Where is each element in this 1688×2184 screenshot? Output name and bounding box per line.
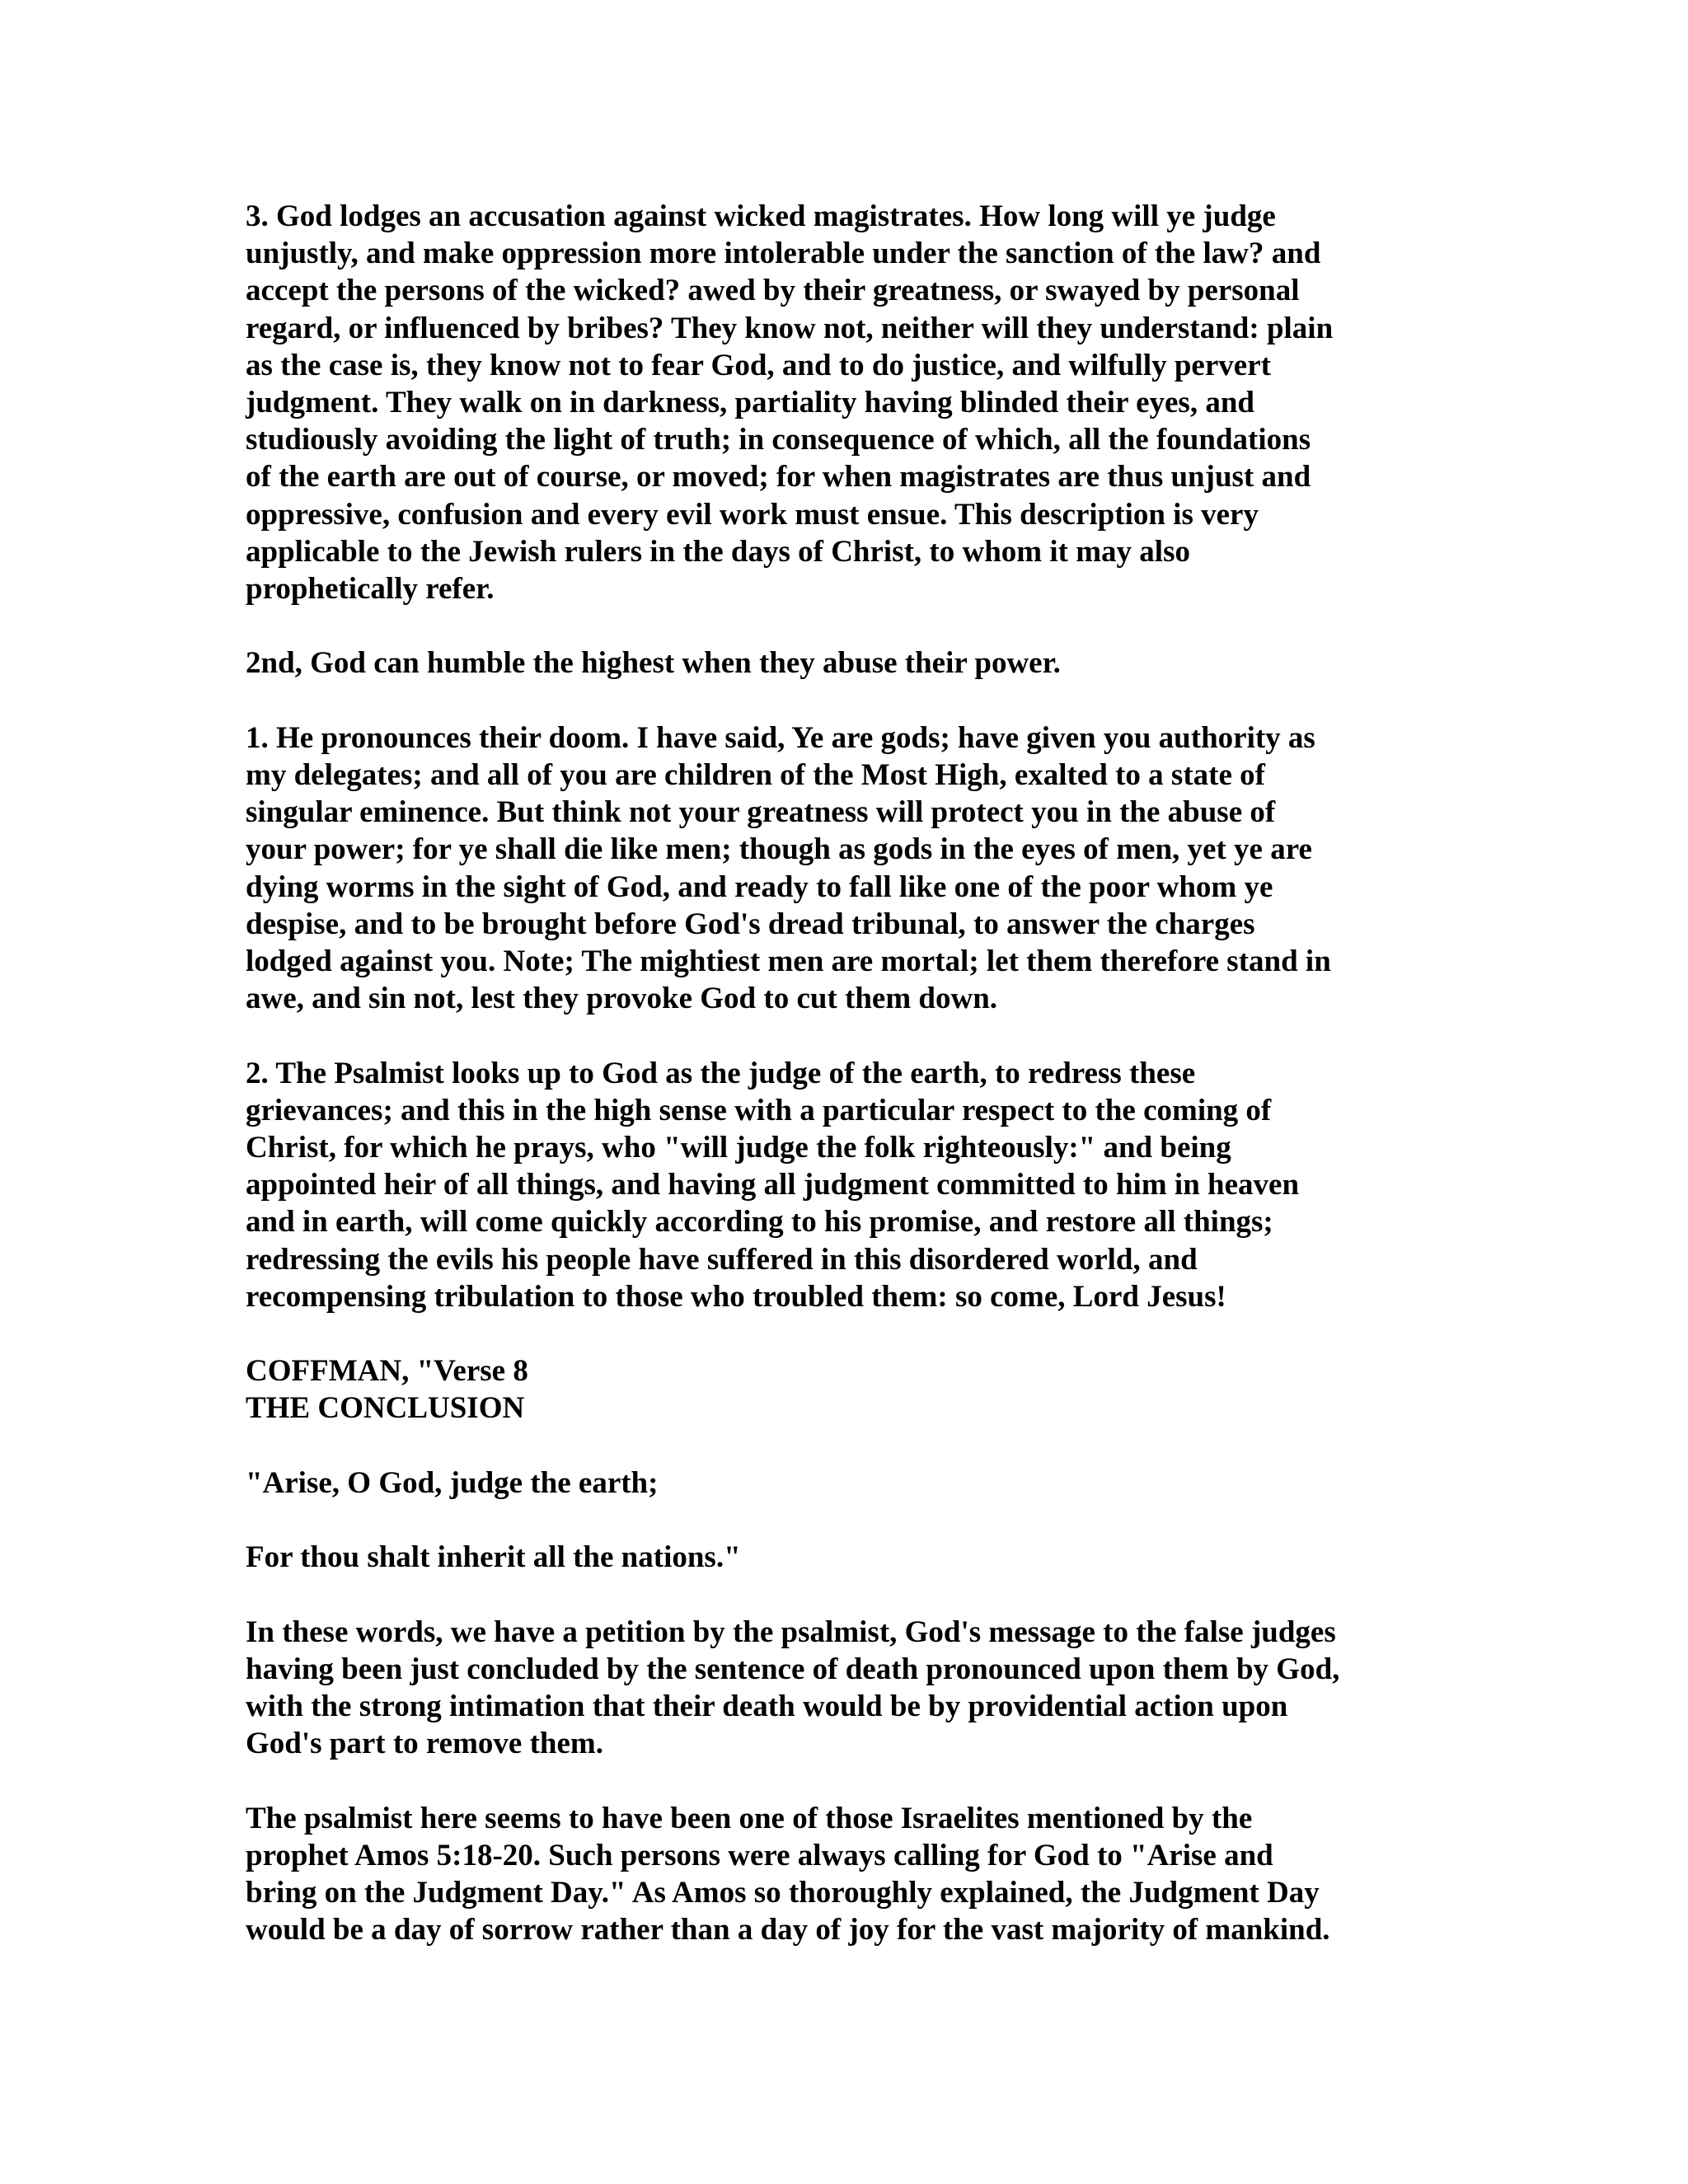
verse-line-1: "Arise, O God, judge the earth; — [246, 1465, 659, 1500]
paragraph-amos: The psalmist here seems to have been one of those Israelites mentioned by the prophet Amos 5:18-20. Such persons were always calling for God to "Arise and bring on the Judgment Day." As Amos so thoroughly explained, the Judgment Day would be a day of sorrow rather than a day of joy for the vast majority of mankind. — [246, 1801, 1330, 1947]
paragraph-accusation: 3. God lodges an accusation against wicked magistrates. How long will ye judge unjustly, and make oppression more intolerable under the sanction of the law? and accept the persons of the wicked? awed by their greatness, or swayed by personal regard, or influenced by bribes? They know not, neither will they understand: plain as the case is, they know not to fear God, and to do justice, and wilfully pervert judgment. They walk on in darkness, partiality having blinded their eyes, and studiously avoiding the light of truth; in consequence of which, all the foundations of the earth are out of course, or moved; for when magistrates are thus unjust and oppressive, confusion and every evil work must ensue. This description is very applicable to the Jewish rulers in the days of Christ, to whom it may also prophetically refer. — [246, 199, 1334, 607]
paragraph-petition: In these words, we have a petition by the psalmist, God's message to the false judges having been just concluded by the sentence of death pronounced upon them by God, with the strong intimation that their death would be by providential action upon God's part to remove them. — [246, 1615, 1340, 1761]
section-heading-coffman: COFFMAN, "Verse 8 THE CONCLUSION — [246, 1354, 528, 1426]
document-page — [246, 198, 1449, 1986]
paragraph-doom: 1. He pronounces their doom. I have said, Ye are gods; have given you authority as my delegates; and all of you are children of the Most High, exalted to a state of singular eminence. But think not your greatness will protect you in the abuse of your power; for ye shall die like men; though as gods in the eyes of men, yet ye are dying worms in the sight of God, and ready to fall like one of the poor whom ye despise, and to be brought before God's dread tribunal, to answer the charges lodged against you. Note; The mightiest men are mortal; let them therefore stand in awe, and sin not, lest they provoke God to cut them down. — [246, 720, 1331, 1016]
verse-line-2: For thou shalt inherit all the nations." — [246, 1540, 741, 1575]
paragraph-psalmist-judge: 2. The Psalmist looks up to God as the judge of the earth, to redress these grievances; and this in the high sense with a particular respect to the coming of Christ, for which he prays, who "will judge the folk righteously:" and being appointed heir of all things, and having all judgment committed to him in heaven and in earth, will come quickly according to his promise, and restore all things; redressing the evils his people have suffered in this disordered world, and recompensing tribulation to those who troubled them: so come, Lord Jesus! — [246, 1056, 1300, 1314]
paragraph-second-heading: 2nd, God can humble the highest when they abuse their power. — [246, 646, 1061, 681]
